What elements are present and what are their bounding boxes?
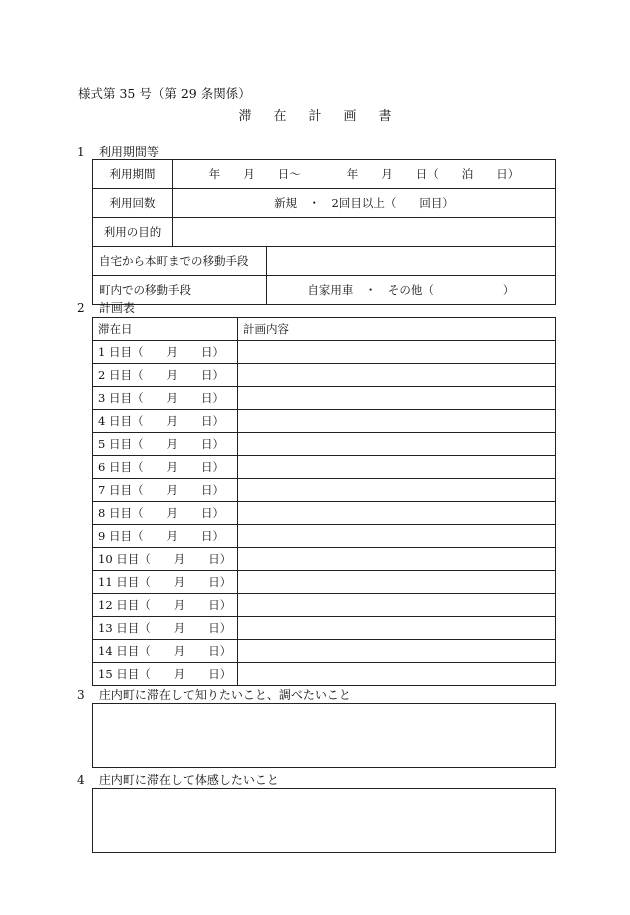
table-row	[93, 663, 556, 686]
section3-title: 庄内町に滞在して知りたいこと、調べたいこと	[98, 688, 351, 702]
section1-title: 利用期間等	[98, 145, 159, 159]
count-field[interactable]: 新規 ・ 2回目以上（ 回目）	[172, 189, 555, 218]
day-cell: 8 日目（ 月 日）	[93, 502, 238, 525]
plan-cell[interactable]	[237, 341, 555, 364]
table-row	[93, 341, 556, 364]
table-row	[93, 640, 556, 663]
plan-header-row	[93, 318, 556, 341]
section4-heading	[77, 771, 279, 788]
day-cell: 15 日目（ 月 日）	[93, 663, 238, 686]
plan-cell[interactable]	[237, 479, 555, 502]
purpose-field[interactable]	[172, 218, 555, 247]
day-cell: 2 日目（ 月 日）	[93, 364, 238, 387]
day-cell: 12 日目（ 月 日）	[93, 594, 238, 617]
day-cell: 6 日目（ 月 日）	[93, 456, 238, 479]
section4-textarea[interactable]	[92, 788, 556, 853]
section3-number: 3	[77, 688, 85, 702]
usage-table	[92, 159, 556, 305]
day-cell: 9 日目（ 月 日）	[93, 525, 238, 548]
transport-to-label: 自宅から本町までの移動手段	[93, 247, 267, 276]
count-label: 利用回数	[93, 189, 173, 218]
period-label: 利用期間	[93, 160, 173, 189]
count-row	[93, 189, 556, 218]
page-title: 滞在計画書	[238, 109, 414, 124]
plan-cell[interactable]	[237, 663, 555, 686]
plan-cell[interactable]	[237, 410, 555, 433]
table-row	[93, 594, 556, 617]
plan-cell[interactable]	[237, 364, 555, 387]
plan-cell[interactable]	[237, 387, 555, 410]
transport-in-row	[93, 276, 556, 305]
day-cell: 14 日目（ 月 日）	[93, 640, 238, 663]
table-row	[93, 502, 556, 525]
plan-cell[interactable]	[237, 640, 555, 663]
section2-number: 2	[77, 301, 85, 315]
table-row	[93, 387, 556, 410]
plan-cell[interactable]	[237, 502, 555, 525]
table-row	[93, 525, 556, 548]
transport-in-field[interactable]: 自家用車 ・ その他（ ）	[266, 276, 555, 305]
section2-heading	[77, 299, 135, 316]
period-field[interactable]: 年 月 日～ 年 月 日（ 泊 日）	[172, 160, 555, 189]
table-row	[93, 456, 556, 479]
purpose-row	[93, 218, 556, 247]
section4-number: 4	[77, 773, 85, 787]
day-cell: 7 日目（ 月 日）	[93, 479, 238, 502]
form-number: 様式第 35 号（第 29 条関係）	[78, 86, 251, 101]
plan-cell[interactable]	[237, 548, 555, 571]
plan-cell[interactable]	[237, 525, 555, 548]
transport-to-field[interactable]	[266, 247, 555, 276]
section1-heading	[77, 143, 159, 160]
section2-title: 計画表	[98, 301, 135, 315]
section3-heading	[77, 686, 351, 703]
table-row	[93, 410, 556, 433]
plan-cell[interactable]	[237, 617, 555, 640]
day-cell: 10 日目（ 月 日）	[93, 548, 238, 571]
table-row	[93, 617, 556, 640]
period-row	[93, 160, 556, 189]
plan-cell[interactable]	[237, 594, 555, 617]
col-day-header: 滞在日	[93, 318, 238, 341]
transport-to-row	[93, 247, 556, 276]
table-row	[93, 571, 556, 594]
day-cell: 3 日目（ 月 日）	[93, 387, 238, 410]
purpose-label: 利用の目的	[93, 218, 173, 247]
plan-cell[interactable]	[237, 456, 555, 479]
day-cell: 1 日目（ 月 日）	[93, 341, 238, 364]
section1-number: 1	[77, 145, 85, 159]
day-cell: 13 日目（ 月 日）	[93, 617, 238, 640]
transport-in-label: 町内での移動手段	[93, 276, 267, 305]
plan-cell[interactable]	[237, 433, 555, 456]
table-row	[93, 548, 556, 571]
day-cell: 5 日目（ 月 日）	[93, 433, 238, 456]
day-cell: 4 日目（ 月 日）	[93, 410, 238, 433]
section3-textarea[interactable]	[92, 703, 556, 768]
col-content-header: 計画内容	[237, 318, 555, 341]
table-row	[93, 479, 556, 502]
day-cell: 11 日目（ 月 日）	[93, 571, 238, 594]
plan-cell[interactable]	[237, 571, 555, 594]
plan-table	[92, 317, 556, 686]
section4-title: 庄内町に滞在して体感したいこと	[98, 773, 279, 787]
table-row	[93, 433, 556, 456]
table-row	[93, 364, 556, 387]
